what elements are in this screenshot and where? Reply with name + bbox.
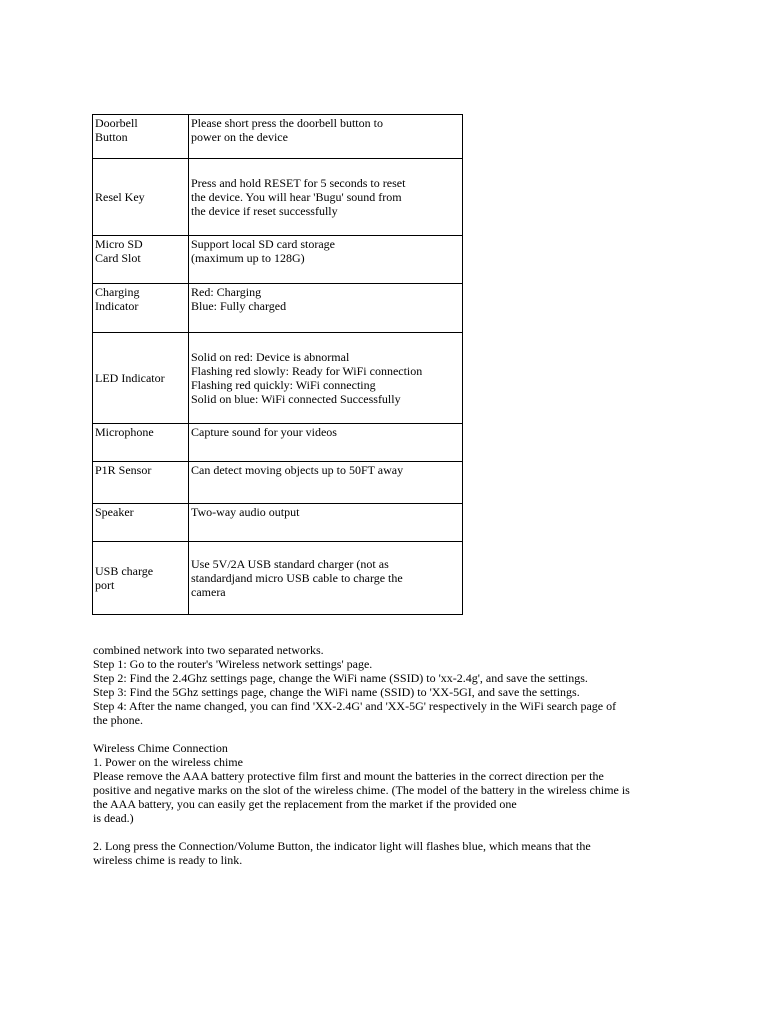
table-row bbox=[93, 424, 463, 462]
part-desc-cell: Press and hold RESET for 5 seconds to reset the device. You will hear 'Bugu' sound from the device if reset successfully bbox=[189, 159, 463, 236]
table-row bbox=[93, 236, 463, 284]
part-desc-cell: Solid on red: Device is abnormal Flashing red slowly: Ready for WiFi connection Flashing red quickly: WiFi connecting Solid on blue: WiFi connected Successfully bbox=[189, 333, 463, 424]
part-desc-cell: Use 5V/2A USB standard charger (not as standardjand micro USB cable to charge the camera bbox=[189, 542, 463, 615]
part-name-cell: Micro SD Card Slot bbox=[93, 236, 189, 284]
spec-table bbox=[92, 114, 463, 615]
table-row bbox=[93, 115, 463, 159]
network-step-1: Step 1: Go to the router's 'Wireless network settings' page. bbox=[93, 657, 373, 671]
table-row bbox=[93, 462, 463, 504]
part-name-cell: Speaker bbox=[93, 504, 189, 542]
network-intro: combined network into two separated networks. bbox=[93, 643, 324, 657]
part-desc-cell: Two-way audio output bbox=[189, 504, 463, 542]
network-steps bbox=[93, 643, 678, 727]
part-desc-cell: Red: Charging Blue: Fully charged bbox=[189, 284, 463, 333]
table-row bbox=[93, 333, 463, 424]
part-name-cell: Resel Key bbox=[93, 159, 189, 236]
part-desc-cell: Capture sound for your videos bbox=[189, 424, 463, 462]
part-name-cell: USB charge port bbox=[93, 542, 189, 615]
table-row bbox=[93, 542, 463, 615]
part-name-cell: Charging Indicator bbox=[93, 284, 189, 333]
chime-heading: Wireless Chime Connection bbox=[93, 741, 228, 755]
table-row bbox=[93, 284, 463, 333]
network-step-3: Step 3: Find the 5Ghz settings page, change the WiFi name (SSID) to 'XX-5GI, and save the settings. bbox=[93, 685, 580, 699]
part-name-cell: Doorbell Button bbox=[93, 115, 189, 159]
table-row bbox=[93, 504, 463, 542]
network-step-2: Step 2: Find the 2.4Ghz settings page, change the WiFi name (SSID) to 'xx-2.4g', and save the settings. bbox=[93, 671, 588, 685]
part-name-cell: P1R Sensor bbox=[93, 462, 189, 504]
part-desc-cell: Please short press the doorbell button to power on the device bbox=[189, 115, 463, 159]
chime-step-1-title: 1. Power on the wireless chime bbox=[93, 755, 243, 769]
part-name-cell: LED Indicator bbox=[93, 333, 189, 424]
part-desc-cell: Support local SD card storage (maximum up to 128G) bbox=[189, 236, 463, 284]
paragraph-gap bbox=[93, 825, 678, 839]
network-step-4: Step 4: After the name changed, you can find 'XX-2.4G' and 'XX-5G' respectively in the WiFi search page of the phone. bbox=[93, 699, 617, 727]
table-row bbox=[93, 159, 463, 236]
chime-step-2: 2. Long press the Connection/Volume Button, the indicator light will flashes blue, which means that the wireless chime is ready to link. bbox=[93, 839, 591, 867]
chime-section bbox=[93, 741, 678, 867]
chime-step-1-body: Please remove the AAA battery protective film first and mount the batteries in the correct direction per the positive and negative marks on the slot of the wireless chime. (The model of the battery in the wireless chime is the AAA battery, you can easily get the replacement from the market if the provided one is dead.) bbox=[93, 769, 630, 825]
part-desc-cell: Can detect moving objects up to 50FT away bbox=[189, 462, 463, 504]
part-name-cell: Microphone bbox=[93, 424, 189, 462]
